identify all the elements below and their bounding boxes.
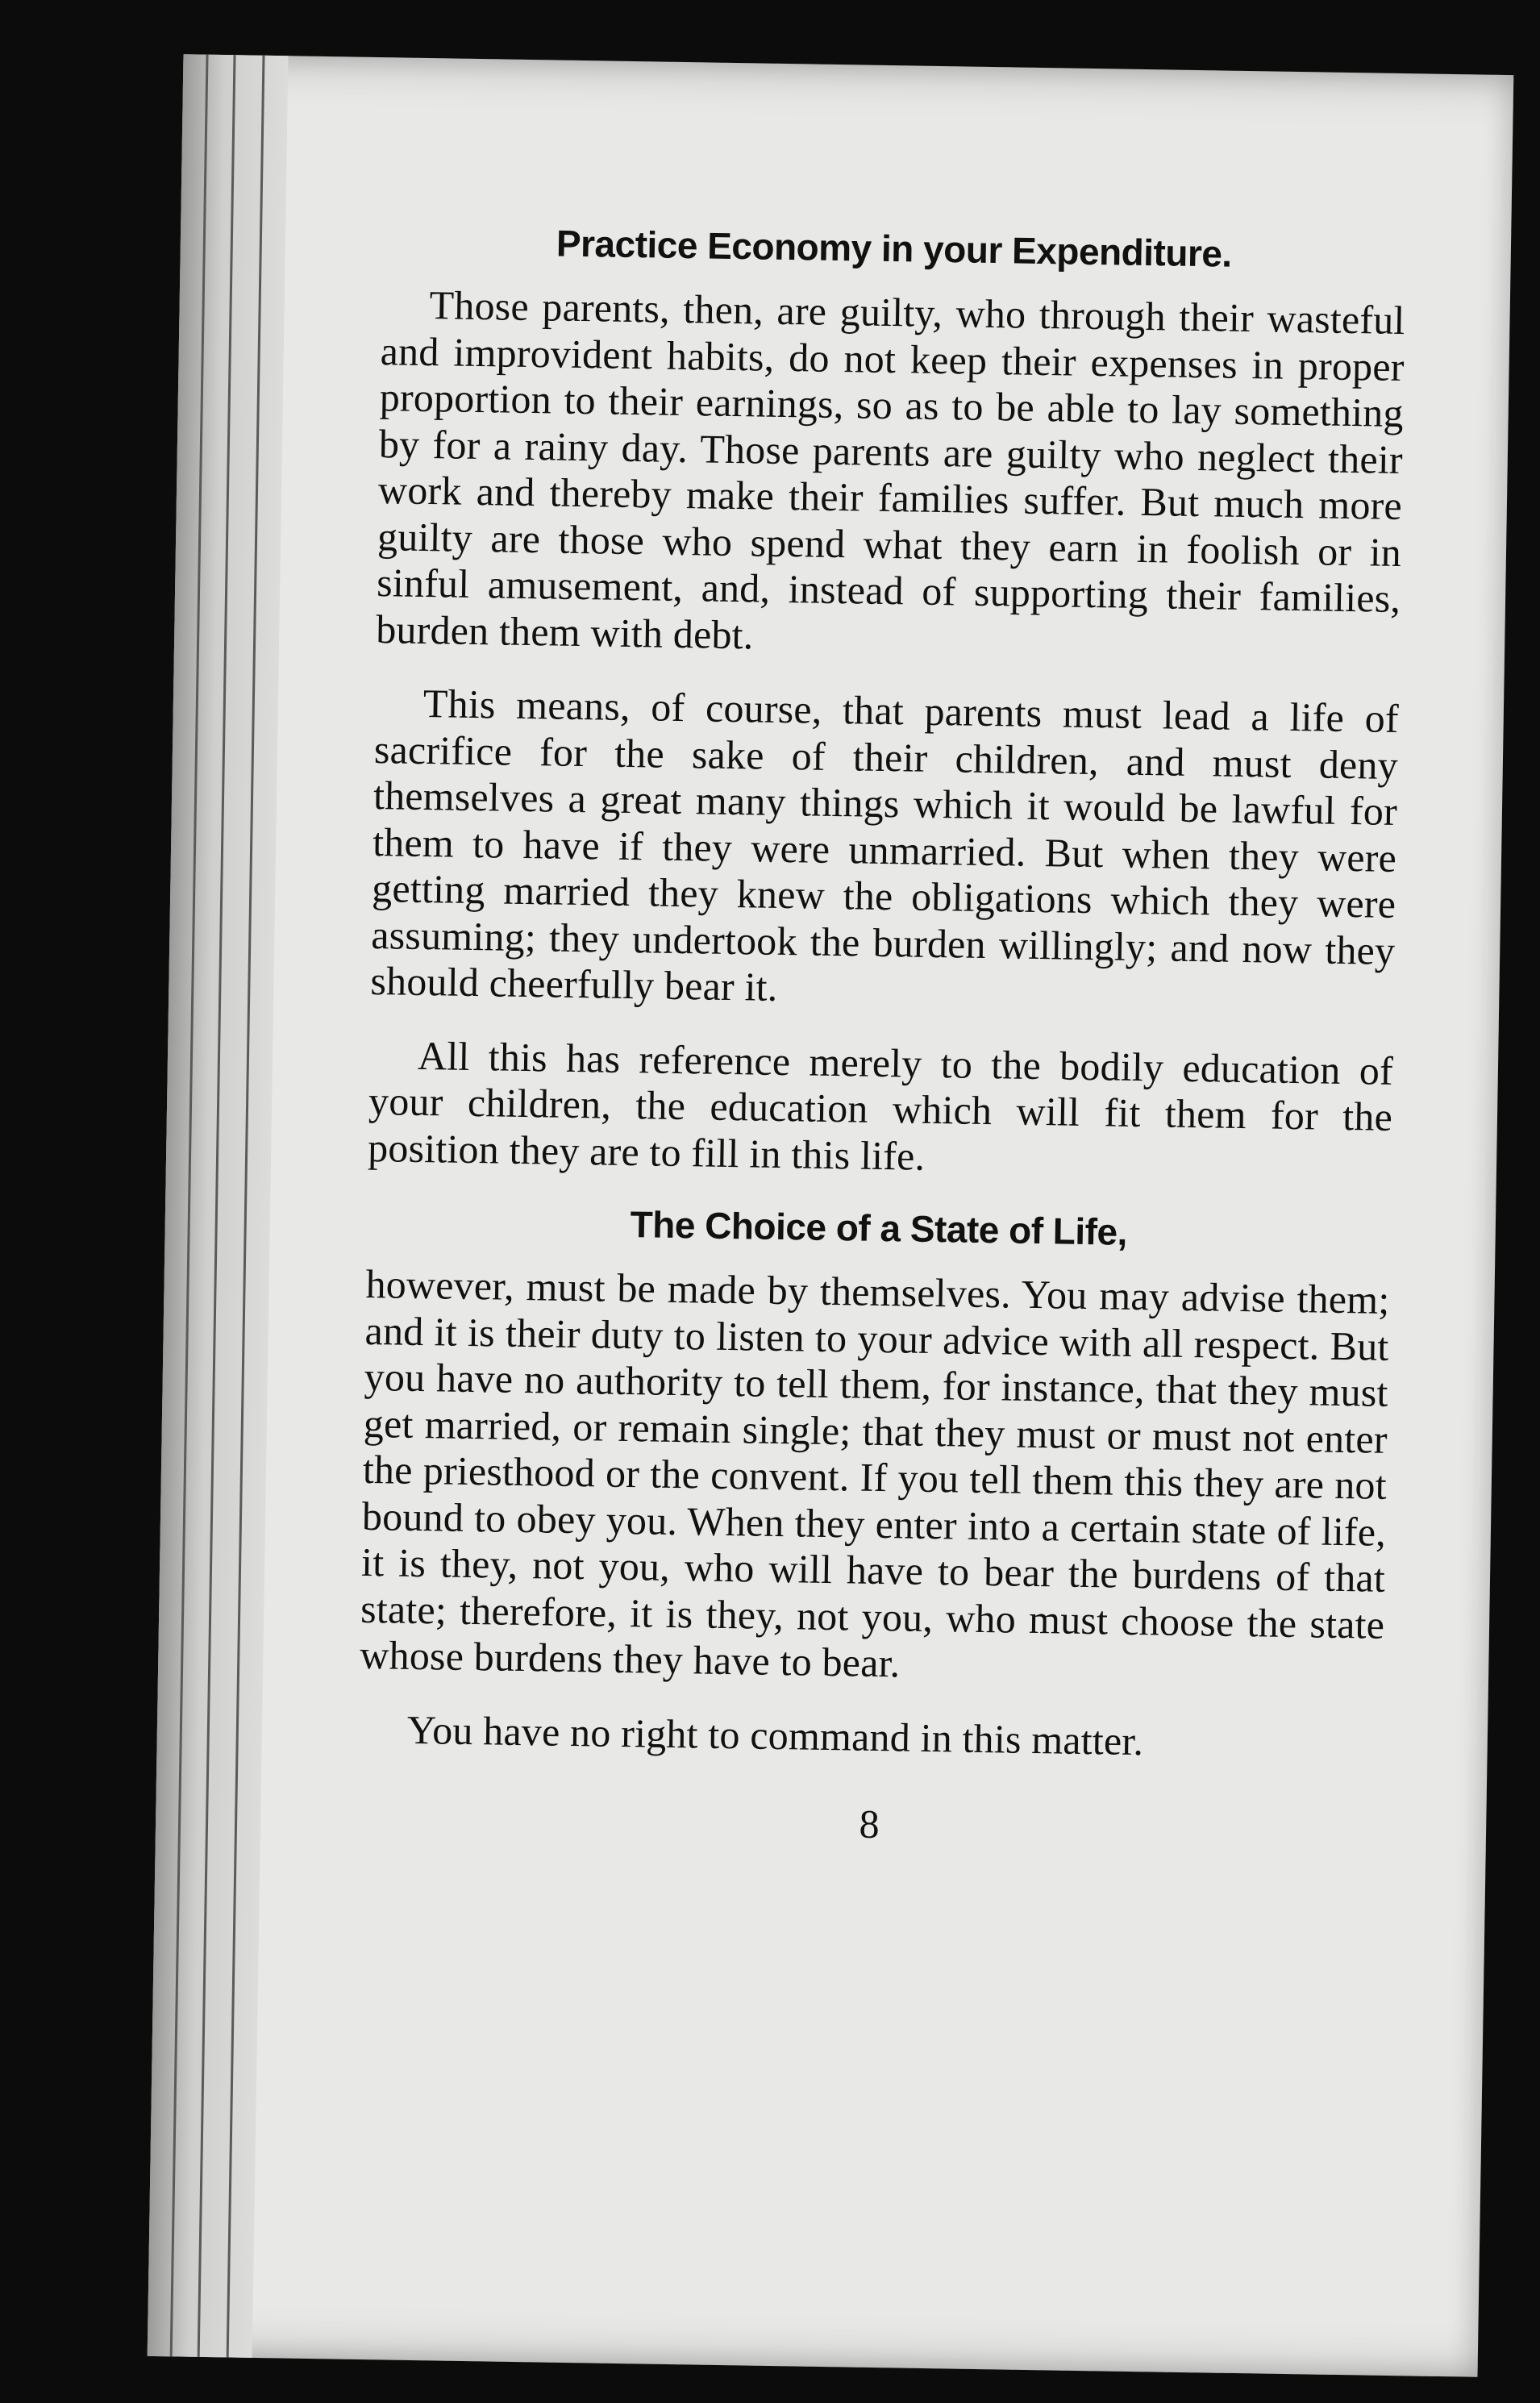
page-binding-edge [148, 54, 289, 2358]
paragraph: This means, of course, that parents must lead a life of sacrifice for the sake of their children, and must deny themselves a great many things which it would be lawful for them to have if they were unmarried. But when they were getting married they knew the obligations which they were assuming; they undertook the burden willingly; and now they should cheerfully bear it. [370, 680, 1400, 1010]
section-heading: The Choice of a State of Life, [630, 1203, 1128, 1253]
paragraph: You have no right to command in this matter. [406, 1706, 1144, 1764]
binding-line [227, 56, 265, 2358]
paragraph: Those parents, then, are guilty, who through their wasteful and improvident habits, do not keep their expenses in proper proportion to their earnings, so as to be able to lay something by for a rainy day. Those parents are guilty who neglect their work and thereby make their families suffer. But much more guilty are those who spend what they earn in foolish or in sinful amusement, and, instead of supporting their families, burden them with debt. [375, 282, 1405, 657]
binding-line [198, 55, 236, 2357]
paragraph: however, must be made by themselves. You may advise them; and it is their duty to listen to your advice with all respect. But you have no authority to tell them, for instance, that they must get married, or remain single; that they must or must not enter the priesthood or the convent. If you tell them this they are not bound to obey you. When they enter into a certain state of life, it is they, not you, who will have to bear the burdens of that state; therefore, it is they, not you, who must choose the state whose burdens they have to bear. [359, 1260, 1390, 1686]
section-heading: Practice Economy in your Expenditure. [556, 222, 1233, 275]
page-content [357, 219, 1406, 1855]
page-number: 8 [859, 1801, 880, 1847]
book-page [148, 54, 1514, 2377]
paragraph: All this has reference merely to the bodily education of your children, the education which will fit them for the position they are to fill in this life. [367, 1032, 1394, 1179]
